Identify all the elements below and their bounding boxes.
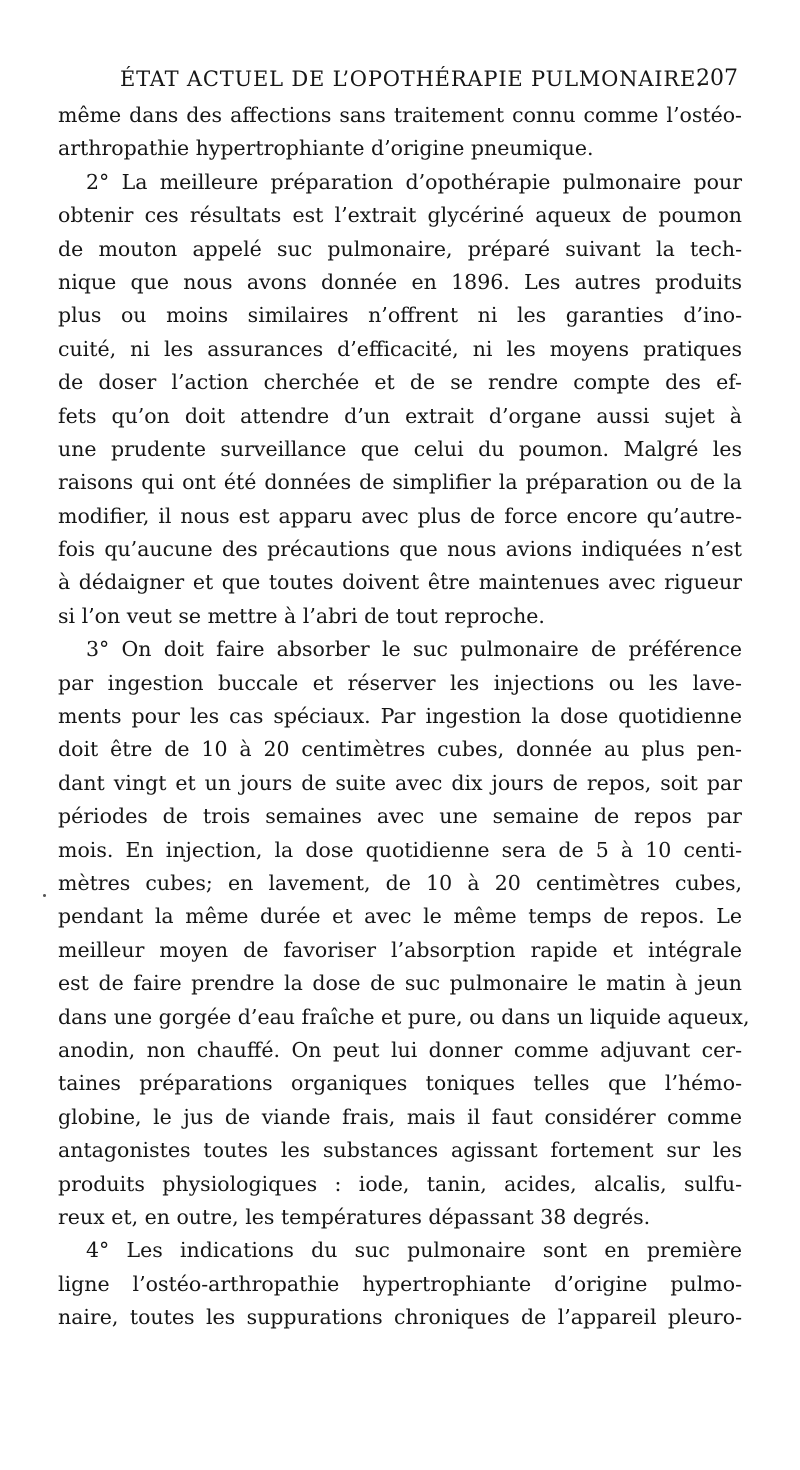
text-line: ments pour les cas spéciaux. Par ingestion la dose quotidienne xyxy=(58,704,742,729)
text-line: même dans des affections sans traitement connu comme l’ostéo- xyxy=(58,103,742,127)
text-line: arthropathie hypertrophiante d’origine pneumique. xyxy=(58,136,594,161)
text-line: une prudente surveillance que celui du poumon. Malgré les xyxy=(58,436,742,461)
text-line: nique que nous avons donnée en 1896. Les autres produits xyxy=(58,269,742,294)
text-line: modifier, il nous est apparu avec plus de force encore qu’autre- xyxy=(58,503,742,528)
running-title: ÉTAT ACTUEL DE L’OPOTHÉRAPIE PULMONAIRE. xyxy=(120,67,704,91)
text-line: meilleur moyen de favoriser l’absorption rapide et intégrale xyxy=(58,937,742,962)
text-line: doit être de 10 à 20 centimètres cubes, donnée au plus pen- xyxy=(58,737,742,762)
paragraph-start-line: 2° La meilleure préparation d’opothérapie pulmonaire pour xyxy=(86,169,742,194)
text-line: mètres cubes; en lavement, de 10 à 20 centimètres cubes, xyxy=(58,870,742,895)
text-line: raisons qui ont été données de simplifier la préparation ou de la xyxy=(58,470,742,495)
page-number: 207 xyxy=(696,66,738,91)
running-head xyxy=(88,64,738,94)
text-line: plus ou moins similaires n’offrent ni les garanties d’ino- xyxy=(58,303,742,328)
margin-speck xyxy=(43,894,46,897)
text-line: par ingestion buccale et réserver les injections ou les lave- xyxy=(58,670,742,695)
text-line: taines préparations organiques toniques telles que l’hémo- xyxy=(58,1071,742,1096)
text-line: dans une gorgée d’eau fraîche et pure, ou dans un liquide aqueux, xyxy=(58,1004,750,1029)
text-line: antagonistes toutes les substances agissant fortement sur les xyxy=(58,1138,742,1163)
text-line: reux et, en outre, les températures dépassant 38 degrés. xyxy=(58,1204,651,1229)
text-line: mois. En injection, la dose quotidienne sera de 5 à 10 centi- xyxy=(58,837,742,862)
text-line: globine, le jus de viande frais, mais il faut considérer comme xyxy=(58,1104,742,1129)
text-line: pendant la même durée et avec le même temps de repos. Le xyxy=(58,904,742,929)
text-line: obtenir ces résultats est l’extrait glycériné aqueux de poumon xyxy=(58,203,742,228)
text-line: est de faire prendre la dose de suc pulmonaire le matin à jeun xyxy=(58,971,742,996)
paragraph-start-line: 4° Les indications du suc pulmonaire sont en première xyxy=(86,1238,742,1263)
text-line: à dédaigner et que toutes doivent être maintenues avec rigueur xyxy=(58,570,742,595)
text-line: de doser l’action cherchée et de se rendre compte des ef- xyxy=(58,370,742,395)
paragraph-start-line: 3° On doit faire absorber le suc pulmonaire de préférence xyxy=(86,637,742,662)
text-line: anodin, non chauffé. On peut lui donner comme adjuvant cer- xyxy=(58,1037,742,1062)
text-line: si l’on veut se mettre à l’abri de tout reproche. xyxy=(58,603,545,628)
text-line: dant vingt et un jours de suite avec dix jours de repos, soit par xyxy=(58,770,742,795)
text-line: fets qu’on doit attendre d’un extrait d’organe aussi sujet à xyxy=(58,403,742,428)
text-line: cuité, ni les assurances d’efficacité, ni les moyens pratiques xyxy=(58,336,742,361)
text-line: ligne l’ostéo-arthropathie hypertrophiante d’origine pulmo- xyxy=(58,1271,742,1296)
text-line: naire, toutes les suppurations chroniques de l’appareil pleuro- xyxy=(58,1305,742,1330)
text-line: fois qu’aucune des précautions que nous avions indiquées n’est xyxy=(58,537,742,562)
text-line: périodes de trois semaines avec une semaine de repos par xyxy=(58,804,742,829)
text-line: produits physiologiques : iode, tanin, acides, alcalis, sulfu- xyxy=(58,1171,742,1196)
text-line: de mouton appelé suc pulmonaire, préparé suivant la tech- xyxy=(58,236,742,261)
body-text xyxy=(58,99,750,1334)
